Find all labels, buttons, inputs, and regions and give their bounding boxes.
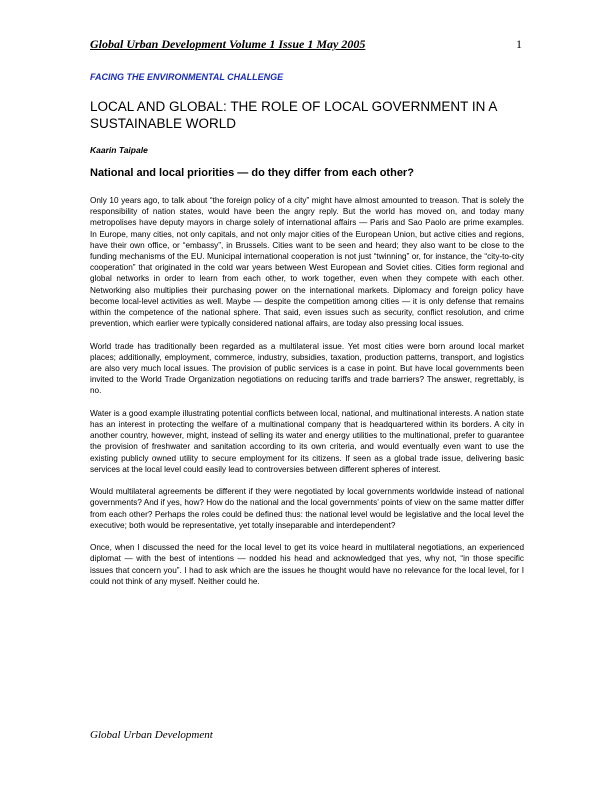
author-name: Kaarin Taipale xyxy=(90,145,148,155)
article-body xyxy=(90,195,524,598)
article-title: LOCAL AND GLOBAL: THE ROLE OF LOCAL GOVERNMENT IN A SUSTAINABLE WORLD xyxy=(90,99,497,131)
page-footer: Global Urban Development xyxy=(90,729,213,741)
section-heading: National and local priorities — do they differ from each other? xyxy=(90,167,414,179)
paragraph: Would multilateral agreements be different if they were negotiated by local governments worldwide instead of national governments? And if yes, how? How do the national and the local governments’ points of view on the same matter differ from each other? Perhaps the roles could be defined thus: the national level would be legislative and the local level the executive; both would be representative, yet totally inseparable and interdependent? xyxy=(90,487,524,530)
section-kicker: FACING THE ENVIRONMENTAL CHALLENGE xyxy=(90,72,284,82)
running-head: Global Urban Development Volume 1 Issue 1 May 2005 xyxy=(90,37,366,51)
paragraph: Once, when I discussed the need for the local level to get its voice heard in multilateral negotiations, an experienced diplomat — with the best of intentions — nodded his head and acknowledged that yes, why not, “in those specific issues that concern you”. I had to ask which are the issues he thought would have no relevance for the local level, for I could not think of any myself. Neither could he. xyxy=(90,543,524,586)
paragraph: Water is a good example illustrating potential conflicts between local, national, and multinational interests. A nation state has an interest in protecting the welfare of a multinational company that is headquartered within its borders. A city in another country, however, might, instead of selling its water and energy utilities to the multinational, prefer to guarantee the provision of freshwater and sanitation according to its own criteria, and would eventually even want to use the existing publicly owned utility to secure employment for its citizens. If seen as a global trade issue, delivering basic services at the local level could easily lead to controversies between different spheres of interest. xyxy=(90,408,524,474)
paragraph: World trade has traditionally been regarded as a multilateral issue. Yet most cities were born around local market places; additionally, employment, commerce, industry, subsidies, taxation, production patterns, transport, and logistics are also very much local issues. The provision of public services is a case in point. But have local governments been invited to the World Trade Organization negotiations on reducing tariffs and trade barriers? The answer, regrettably, is no. xyxy=(90,341,524,396)
page-number: 1 xyxy=(516,37,522,51)
paragraph: Only 10 years ago, to talk about “the foreign policy of a city” might have almost amounted to treason. That is solely the responsibility of nation states, would have been the angry reply. But the world has moved on, and today many metropolises have deputy mayors in charge solely of international affairs — Paris and Sao Paolo are prime examples. In Europe, many cities, not only capitals, and not only major cities of the European Union, but active cities and regions, have their own office, or “embassy”, in Brussels. Cities want to be seen and heard; they also want to be close to the funding mechanisms of the EU. Municipal international cooperation is not just “twinning” or, for instance, the “city-to-city cooperation” that originated in the cold war years between West European and Soviet cities. Cities form regional and global networks in order to learn from each other, to work together, even when they compete with each other. Networking also multiplies their purchasing power on the international markets. Diplomacy and foreign policy have become local-level activities as well. Maybe — despite the competition among cities — it is only defense that remains within the competence of the national sphere. That said, even issues such as security, conflict resolution, and crime prevention, which earlier were typically considered national affairs, are today also pressing local issues. xyxy=(90,196,524,329)
